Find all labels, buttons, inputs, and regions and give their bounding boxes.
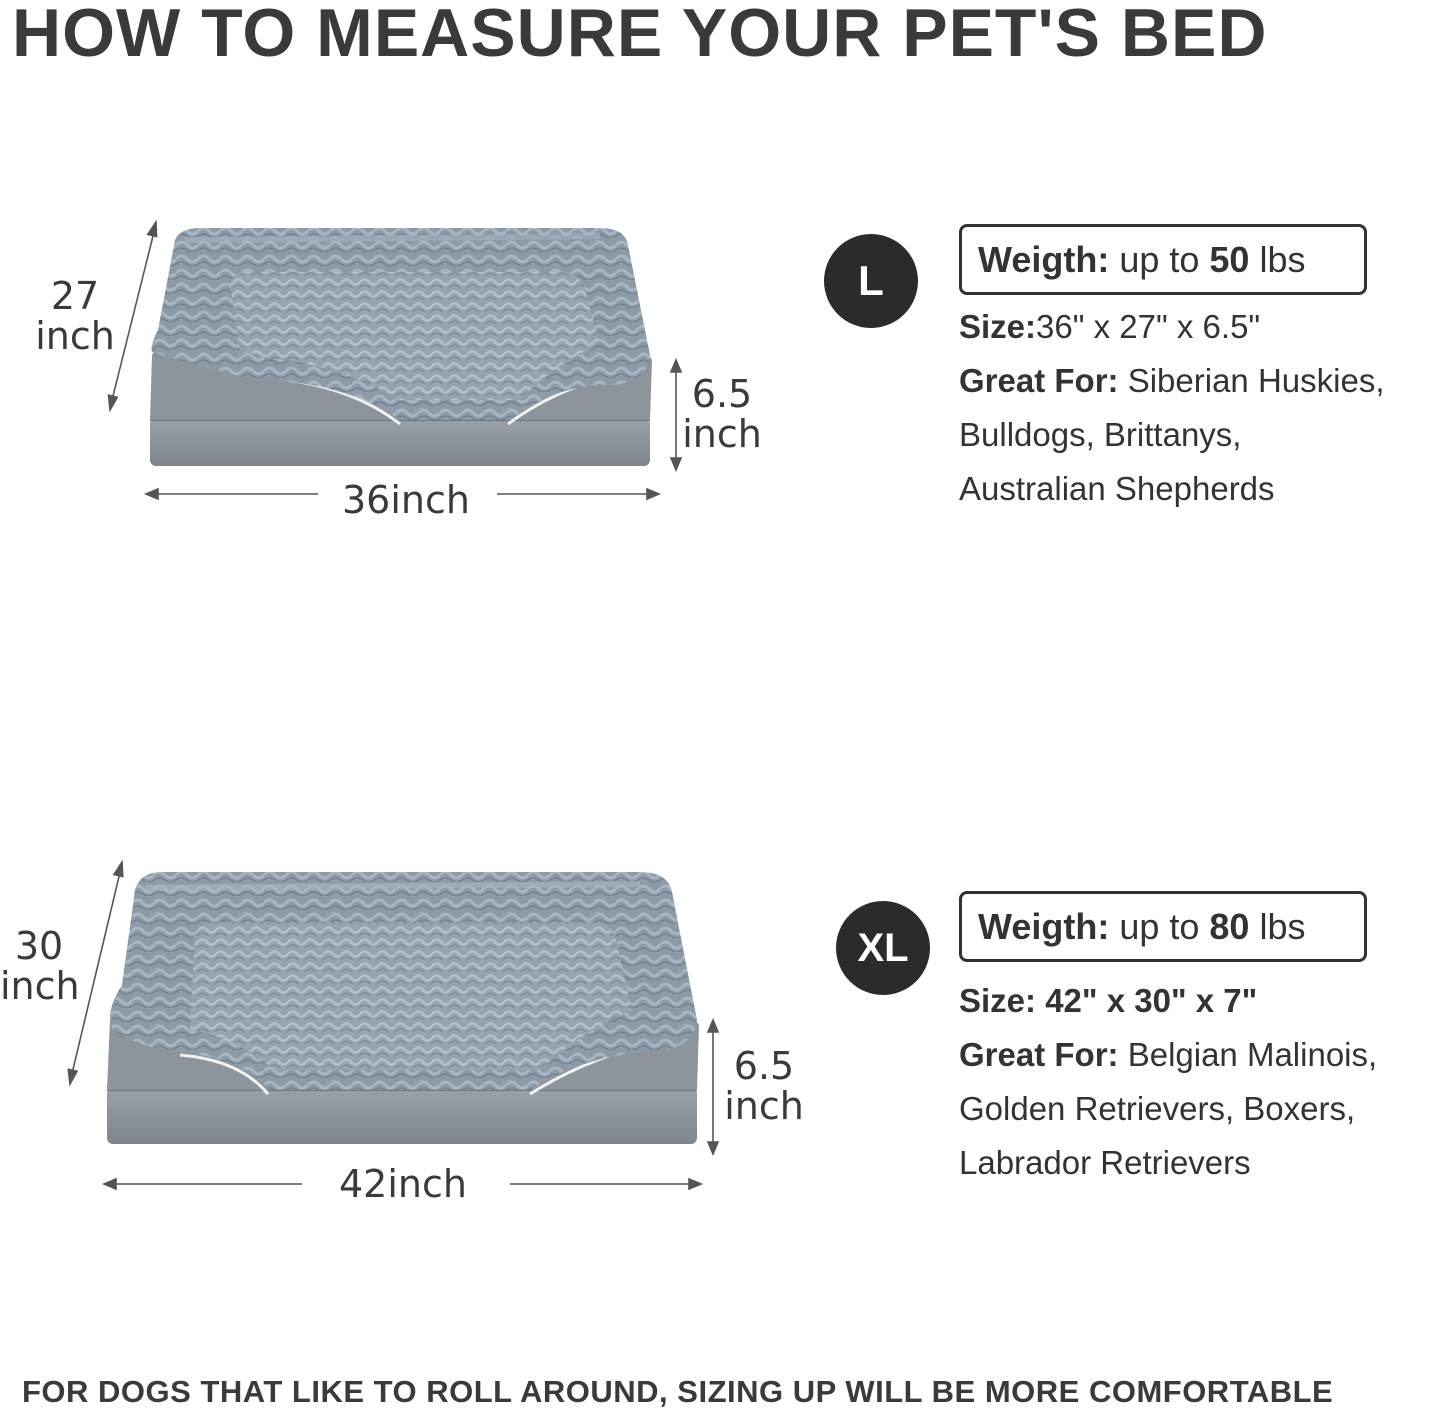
l-depth-value: 27: [50, 274, 100, 318]
l-depth-unit: inch: [35, 314, 115, 358]
l-weight-box: [959, 224, 1367, 295]
xl-height-label: [722, 1046, 806, 1126]
l-depth-label: [30, 276, 120, 356]
l-great-for-line-1: [959, 354, 1384, 408]
xl-great-for-line-1: [959, 1028, 1377, 1082]
page-title: HOW TO MEASURE YOUR PET'S BED: [12, 0, 1268, 71]
l-size-value: 36" x 27" x 6.5": [1036, 308, 1261, 345]
l-size-label: Size:: [959, 308, 1037, 345]
l-weight-value: 50: [1209, 238, 1250, 280]
xl-size-label: Size:: [959, 982, 1037, 1019]
xl-weight-box: [959, 891, 1367, 962]
xl-depth-label: [0, 926, 78, 1006]
l-height-label: [680, 374, 764, 454]
xl-weight-unit: lbs: [1249, 905, 1306, 947]
xl-great-for-line-3: Labrador Retrievers: [959, 1144, 1251, 1181]
xl-weight-mid: up to: [1109, 905, 1210, 947]
xl-height-value: 6.5: [733, 1044, 795, 1088]
footer-note: FOR DOGS THAT LIKE TO ROLL AROUND, SIZING UP WILL BE MORE COMFORTABLE: [22, 1374, 1334, 1409]
size-badge-l: L: [824, 234, 918, 328]
xl-great-for-label: Great For:: [959, 1036, 1119, 1073]
xl-great-for-text-1: Belgian Malinois,: [1118, 1036, 1378, 1073]
l-spec-text: [959, 300, 1384, 516]
l-height-value: 6.5: [691, 372, 753, 416]
xl-spec-text: [959, 974, 1377, 1190]
l-width-label: 36inch: [342, 478, 470, 522]
bed-l-illustration: [150, 228, 652, 466]
l-great-for-text-1: Siberian Huskies,: [1118, 362, 1385, 399]
l-weight-mid: up to: [1109, 238, 1210, 280]
xl-size-line: [959, 974, 1377, 1028]
l-weight-label: Weigth:: [978, 238, 1110, 280]
l-size-line: [959, 300, 1384, 354]
xl-width-label: 42inch: [339, 1162, 467, 1206]
l-great-for-label: Great For:: [959, 362, 1119, 399]
size-badge-xl: XL: [836, 901, 930, 995]
xl-height-unit: inch: [724, 1084, 804, 1128]
xl-depth-value: 30: [14, 924, 64, 968]
l-height-unit: inch: [682, 412, 762, 456]
xl-weight-label: Weigth:: [978, 905, 1110, 947]
l-weight-unit: lbs: [1249, 238, 1306, 280]
xl-great-for-line-2: Golden Retrievers, Boxers,: [959, 1090, 1356, 1127]
xl-weight-value: 80: [1209, 905, 1250, 947]
l-great-for-line-3: Australian Shepherds: [959, 470, 1275, 507]
l-great-for-line-2: Bulldogs, Brittanys,: [959, 416, 1242, 453]
bed-xl-illustration: [107, 872, 699, 1144]
xl-size-value: 42" x 30" x 7": [1036, 982, 1258, 1019]
xl-depth-unit: inch: [0, 964, 80, 1008]
